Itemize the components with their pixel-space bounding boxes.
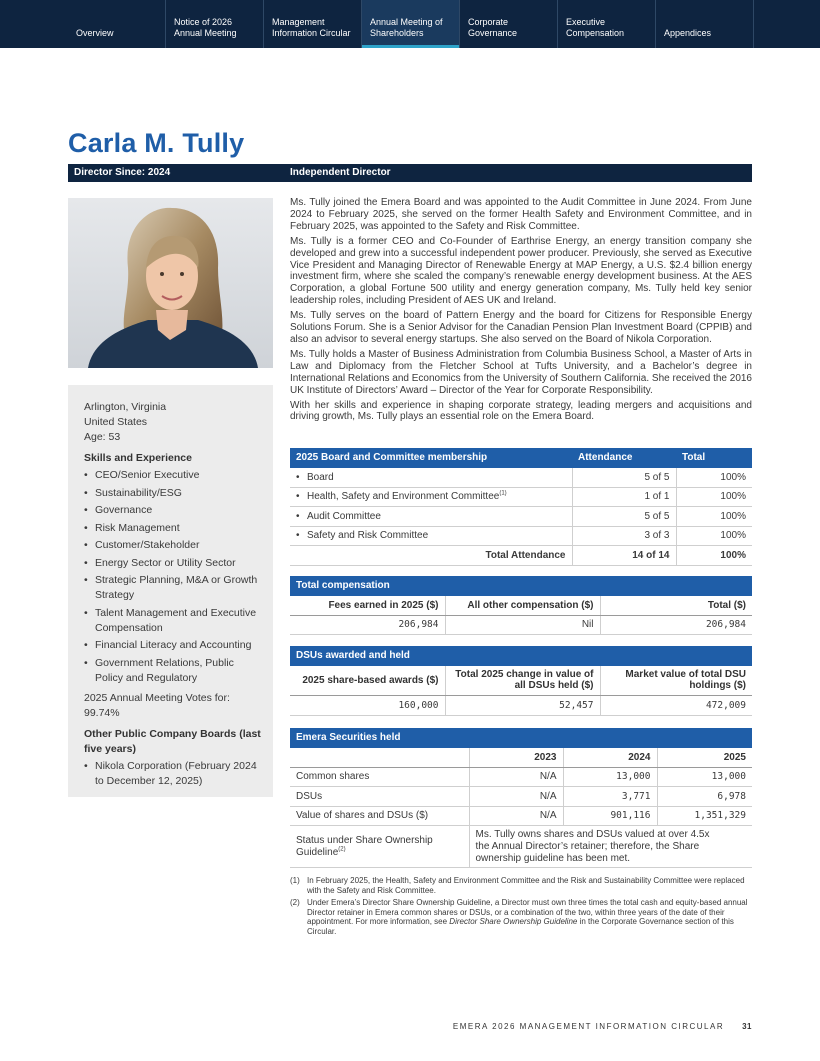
skill-item: • CEO/Senior Executive (84, 468, 263, 483)
awards-value: 160,000 (290, 696, 445, 716)
skill-item: • Strategic Planning, M&A or Growth Strategy (84, 573, 263, 603)
tab-label: Annual Meeting of Shareholders (370, 17, 443, 38)
tab-management-information-circular[interactable] (264, 0, 362, 48)
compensation-heading: Total compensation (290, 576, 752, 596)
tab-label: Appendices (664, 28, 712, 38)
row-label: Common shares (290, 767, 469, 787)
col-total: Total ($) (600, 596, 752, 616)
footnote-text-part: in the Corporate Governance section of this Circular. (307, 917, 734, 936)
membership-heading: 2025 Board and Committee membership (290, 448, 572, 468)
table-row (290, 468, 752, 488)
attendance-value: 1 of 1 (572, 487, 676, 507)
director-role: Independent Director (290, 167, 391, 178)
director-biography (290, 197, 752, 426)
col-fees: Fees earned in 2025 ($) (290, 596, 445, 616)
skills-list (84, 468, 263, 686)
table-row (290, 767, 752, 787)
total-attendance-row (290, 546, 752, 566)
table-row (290, 487, 752, 507)
total-attendance-value: 14 of 14 (572, 546, 676, 566)
table-header-row (290, 646, 752, 666)
skills-heading: Skills and Experience (84, 452, 192, 464)
table-row (290, 526, 752, 546)
committee-name-cell (290, 487, 572, 507)
other-boards-heading: Other Public Company Boards (last five years) (84, 727, 261, 755)
dsus-heading: DSUs awarded and held (290, 646, 752, 666)
col-year: 2023 (469, 748, 563, 768)
cell-value: 13,000 (657, 767, 752, 787)
portrait-image (68, 198, 273, 368)
tab-label: Corporate Governance (468, 17, 518, 38)
cell-value: 1,351,329 (657, 806, 752, 826)
total-value: 100% (676, 507, 752, 527)
tab-executive-compensation[interactable] (558, 0, 656, 48)
skill-item: • Energy Sector or Utility Sector (84, 556, 263, 571)
bio-paragraph: Ms. Tully serves on the board of Pattern Energy and the board for Citizens for Responsible Energy Solutions Forum. She is a Senior Advisor for the Canadian Pension Plan Investment Board (CPPIB) and also an advisor to several energy startups. She also served on the Board of Nikola Corporation. (290, 310, 752, 345)
table-header-row (290, 576, 752, 596)
skill-item: • Risk Management (84, 521, 263, 536)
footnotes (290, 876, 752, 940)
row-label: DSUs (290, 787, 469, 807)
director-role-bar (68, 164, 752, 182)
col-other: All other compensation ($) (445, 596, 600, 616)
table-row (290, 696, 752, 716)
skill-item: • Government Relations, Public Policy and Regulatory (84, 656, 263, 686)
table-subheader-row (290, 666, 752, 696)
total-attendance-label: Total Attendance (290, 546, 572, 566)
col-change: Total 2025 change in value of all DSUs held ($) (445, 666, 600, 696)
director-age: Age: 53 (84, 431, 121, 443)
tab-label: Management Information Circular (272, 17, 351, 38)
tab-appendices[interactable] (656, 0, 754, 48)
cell-value: 3,771 (563, 787, 657, 807)
membership-table (290, 448, 752, 566)
director-location (84, 400, 263, 445)
bio-paragraph: Ms. Tully is a former CEO and Co-Founder of Earthrise Energy, an energy transition company she developed and grew into a successful independent power producer. Previously, she served as Executive Vice President and Managing Director of Renewable Energy at MAP Energy, a U.S. $2.4 billion energy investment firm, where she scaled the company’s renewable energy development business. At the AES Corporation, a global Fortune 500 utility and energy generation company, Ms. Tully held key senior leadership roles, including President of AES UK and Ireland. (290, 235, 752, 307)
committee-name: • Safety and Risk Committee (290, 526, 572, 546)
tab-corporate-governance[interactable] (460, 0, 558, 48)
footnote-text (307, 898, 752, 936)
page-footer (453, 1022, 752, 1031)
cell-value: N/A (469, 767, 563, 787)
col-attendance: Attendance (572, 448, 676, 468)
attendance-value: 5 of 5 (572, 507, 676, 527)
col-awards: 2025 share-based awards ($) (290, 666, 445, 696)
cell-value: 13,000 (563, 767, 657, 787)
skill-item: • Sustainability/ESG (84, 486, 263, 501)
cell-value: N/A (469, 787, 563, 807)
col-year: 2024 (563, 748, 657, 768)
skill-item: • Customer/Stakeholder (84, 538, 263, 553)
director-profile-card (68, 385, 273, 797)
footnote-number: (1) (290, 876, 300, 885)
securities-heading: Emera Securities held (290, 728, 752, 748)
attendance-value: 3 of 3 (572, 526, 676, 546)
col-blank (290, 748, 469, 768)
cell-value: N/A (469, 806, 563, 826)
status-text: Ms. Tully owns shares and DSUs valued at over 4.5x the Annual Director’s retainer; therefore, the Share ownership guideline has been met. (469, 826, 752, 868)
committee-name: Health, Safety and Environment Committee (307, 491, 500, 503)
total-value: 100% (676, 526, 752, 546)
compensation-table (290, 576, 752, 635)
tab-label: Overview (76, 28, 114, 38)
location-city: Arlington, Virginia (84, 401, 167, 413)
total-attendance-pct: 100% (676, 546, 752, 566)
footnote-ref: (1) (499, 490, 507, 497)
dsus-table (290, 646, 752, 716)
table-row (290, 507, 752, 527)
footnote-text-part: Under Emera’s Director Share Ownership Guideline, a Director must own three times the total cash and equity-based annual Director retainer in Emera common shares or DSUs, or a combination of the two, within three years of the date of their appointment. For more information, see (307, 898, 748, 927)
col-year: 2025 (657, 748, 752, 768)
table-row (290, 806, 752, 826)
status-label: Status under Share Ownership Guideline (296, 834, 433, 858)
table-row (290, 615, 752, 635)
table-row (290, 826, 752, 868)
nav-spacer (0, 0, 68, 48)
committee-name: • Board (290, 468, 572, 488)
footnote-item (290, 898, 752, 936)
cell-value: 6,978 (657, 787, 752, 807)
securities-table (290, 728, 752, 868)
other-board-item: • Nikola Corporation (February 2024 to December 12, 2025) (84, 759, 263, 789)
director-name: Carla M. Tully (68, 128, 245, 158)
page-number: 31 (742, 1022, 752, 1031)
table-row (290, 787, 752, 807)
other-value: Nil (445, 615, 600, 635)
skill-item: • Talent Management and Executive Compensation (84, 606, 263, 636)
tab-label: Notice of 2026 Annual Meeting (174, 17, 237, 38)
tab-overview[interactable] (68, 0, 166, 48)
annual-meeting-votes: 2025 Annual Meeting Votes for: 99.74% (84, 691, 230, 719)
col-market: Market value of total DSU holdings ($) (600, 666, 752, 696)
bio-paragraph: Ms. Tully holds a Master of Business Administration from Columbia Business School, a Master of Arts in Law and Diplomacy from the Fletcher School at Tufts University, and a Bachelor’s degree in International Relations and Economics from the University of Southern California. She received the 2016 UK Institute of Directors’ Award – Director of the Year for Corporate Responsibility. (290, 348, 752, 396)
table-subheader-row (290, 748, 752, 768)
skill-item: • Financial Literacy and Accounting (84, 638, 263, 653)
footnote-text: In February 2025, the Health, Safety and Environment Committee and the Risk and Sustainability Committee were replaced with the Safety and Risk Committee. (307, 876, 745, 895)
total-value: 206,984 (600, 615, 752, 635)
status-label-cell (290, 826, 469, 868)
committee-name: • Audit Committee (290, 507, 572, 527)
bio-paragraph: Ms. Tully joined the Emera Board and was appointed to the Audit Committee in June 2024. From June 2024 to February 2025, she served on the former Health Safety and Environment Committee, and in February 2025, was appointed to the Safety and Risk Committee. (290, 197, 752, 232)
footnote-number: (2) (290, 898, 300, 908)
location-country: United States (84, 416, 148, 428)
other-boards-list (84, 759, 263, 789)
cell-value: 901,116 (563, 806, 657, 826)
footnote-ref: (2) (338, 846, 346, 853)
change-value: 52,457 (445, 696, 600, 716)
footer-title: EMERA 2026 MANAGEMENT INFORMATION CIRCULAR (452, 1022, 725, 1031)
col-total: Total (676, 448, 752, 468)
table-header-row (290, 448, 752, 468)
bio-paragraph: With her skills and experience in shaping corporate strategy, leading mergers and acquisitions and driving growth, Ms. Tully plays an essential role on the Emera Board. (290, 399, 752, 423)
attendance-value: 5 of 5 (572, 468, 676, 488)
footnote-item (290, 876, 752, 895)
tab-label: Executive Compensation (566, 17, 625, 38)
tab-notice-of-meeting[interactable] (166, 0, 264, 48)
director-portrait (68, 198, 273, 368)
table-subheader-row (290, 596, 752, 616)
table-header-row (290, 728, 752, 748)
tab-annual-meeting[interactable] (362, 0, 460, 48)
market-value: 472,009 (600, 696, 752, 716)
total-value: 100% (676, 487, 752, 507)
fees-value: 206,984 (290, 615, 445, 635)
row-label: Value of shares and DSUs ($) (290, 806, 469, 826)
skill-item: • Governance (84, 503, 263, 518)
director-since: Director Since: 2024 (74, 167, 171, 178)
footnote-reference: Director Share Ownership Guideline (449, 917, 578, 927)
total-value: 100% (676, 468, 752, 488)
top-navigation (0, 0, 820, 48)
